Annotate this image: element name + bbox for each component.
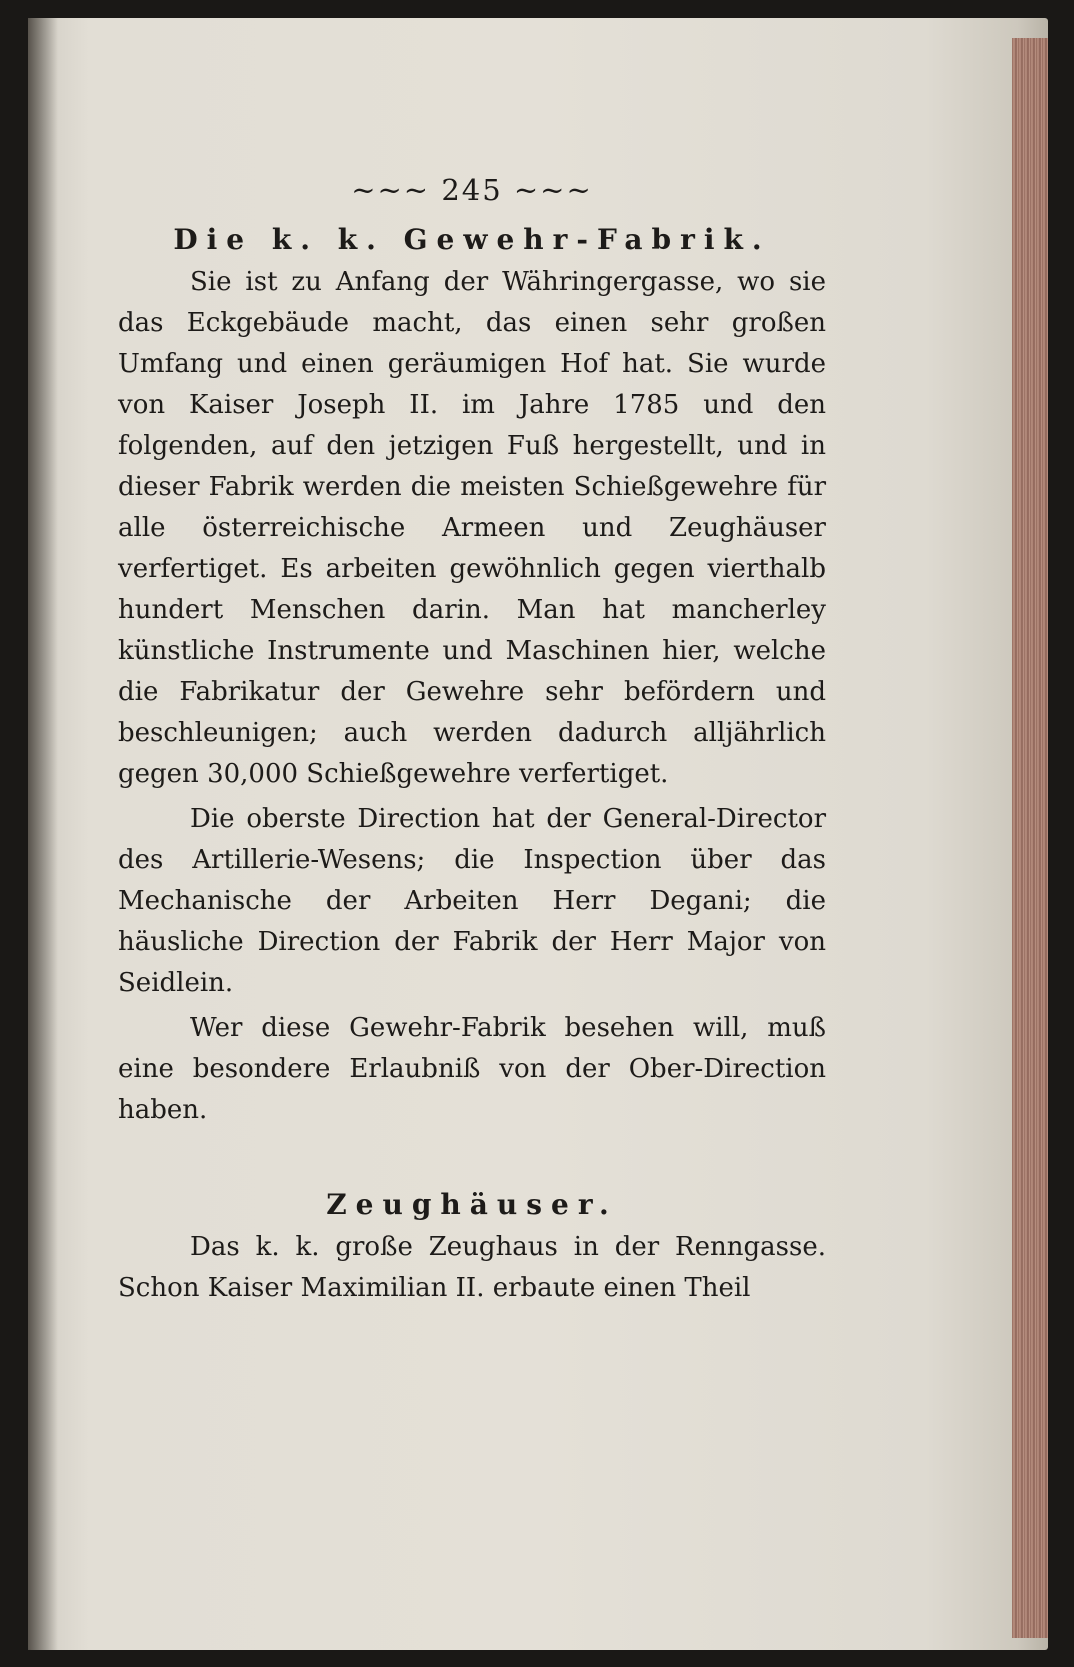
- section-title-zeughaeuser: Zeughäuser.: [326, 1188, 618, 1221]
- section-gap: [118, 1131, 826, 1183]
- page-number-header: ~~~ 245 ~~~: [351, 173, 593, 207]
- paragraph: Wer diese Gewehr-Fabrik besehen will, muß eine besondere Erlaubniß von der Ober-Direction haben.: [118, 1013, 826, 1125]
- paragraph: Die oberste Direction hat der General-Director des Artillerie-Wesens; die Inspection über das Mechanische der Arbeiten Herr Degani; die häusliche Direction der Fabrik der Herr Major von Seidlein.: [118, 804, 826, 998]
- section-title-gewehr-fabrik: Die k. k. Gewehr-Fabrik.: [173, 223, 771, 256]
- page-edges: [1012, 38, 1048, 1638]
- book-page: [28, 18, 1048, 1650]
- spine-shadow: [28, 18, 58, 1650]
- paragraph: Das k. k. große Zeughaus in der Renngasse. Schon Kaiser Maximilian II. erbaute einen Theil: [118, 1232, 826, 1303]
- page-text: [118, 168, 826, 1309]
- paragraph: Sie ist zu Anfang der Währingergasse, wo sie das Eckgebäude macht, das einen sehr großen Umfang und einen geräumigen Hof hat. Sie wurde von Kaiser Joseph II. im Jahre 1785 und den folgenden, auf den jetzigen Fuß hergestellt, und in dieser Fabrik werden die meisten Schießgewehre für alle österreichische Armeen und Zeughäuser verfertiget. Es arbeiten gewöhnlich gegen vierthalb hundert Menschen darin. Man hat mancherley künstliche Instrumente und Maschinen hier, welche die Fabrikatur der Gewehre sehr befördern und beschleunigen; auch werden dadurch alljährlich gegen 30,000 Schießgewehre verfertiget.: [118, 267, 826, 789]
